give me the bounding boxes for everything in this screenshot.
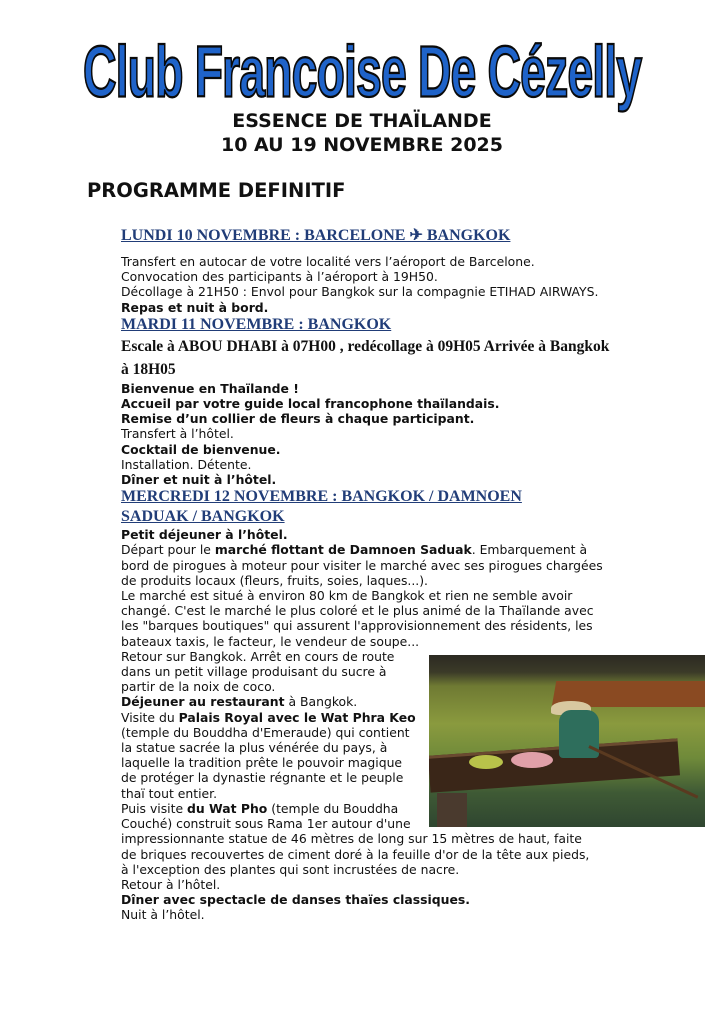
text-bold: Palais Royal avec le Wat Phra Keo — [178, 709, 416, 725]
day2-line: Installation. Détente. — [121, 456, 252, 472]
day2-line: Remise d’un collier de fleurs à chaque participant. — [121, 411, 475, 427]
text: (temple du Bouddha Couché) construit sous Rama 1er autour d'une impressionnante statue de 46 mètres de long sur 15 mètres de haut, faite de briques recouvertes de ciment doré à la feuille d'or de la tête aux pieds, à l'exception des plantes qui sont incrustées de nacre. — [121, 800, 590, 877]
day2-line: Bienvenue en Thaïlande ! — [121, 380, 299, 396]
day1-heading: LUNDI 10 NOVEMBRE : BARCELONE ✈ BANGKOK — [121, 227, 511, 244]
day3-paragraph: Retour sur Bangkok. Arrêt en cours de route dans un petit village produisant du sucre à partir de la noix de coco. — [121, 648, 395, 695]
day2-flight: Escale à ABOU DHABI à 07H00 , redécollage à 09H05 Arrivée à Bangkok à 18H05 — [121, 337, 610, 378]
text: à Bangkok. — [284, 694, 358, 710]
text-bold: du Wat Pho — [187, 800, 268, 816]
day3-text-with-photo — [121, 649, 705, 923]
day3-line: Petit déjeuner à l’hôtel. — [121, 527, 288, 543]
day2-line: Cocktail de bienvenue. — [121, 441, 281, 457]
day1-line: Convocation des participants à l’aéroport à 19H50. — [121, 269, 438, 285]
day3-line: Retour à l’hôtel. — [121, 876, 221, 892]
day3-paragraph — [121, 542, 607, 588]
program-title: PROGRAMME DEFINITIF — [87, 179, 346, 202]
day3-heading: MERCREDI 12 NOVEMBRE : BANGKOK / DAMNOEN SADUAK / BANGKOK — [121, 488, 522, 526]
day1-line: Transfert en autocar de votre localité vers l’aéroport de Barcelone. — [121, 254, 535, 269]
text: Départ pour le — [121, 542, 215, 558]
day3-line: Nuit à l’hôtel. — [121, 907, 205, 923]
floating-market-photo — [429, 655, 705, 827]
day2-heading: MARDI 11 NOVEMBRE : BANGKOK — [121, 315, 392, 333]
day2-line: Transfert à l’hôtel. — [121, 426, 234, 442]
day2-line: Dîner et nuit à l’hôtel. — [121, 472, 277, 488]
text-bold: Déjeuner au restaurant — [121, 694, 285, 710]
day2-line: Accueil par votre guide local francophone thaïlandais. — [121, 396, 500, 412]
day3-line: Dîner avec spectacle de danses thaïes classiques. — [121, 892, 470, 908]
day3-paragraph: Le marché est situé à environ 80 km de Bangkok et rien ne semble avoir changé. C'est le marché le plus coloré et le plus animé de la Thaïlande avec les "barques boutiques" qui assurent l'approvisionnement des résidents, les bateaux taxis, le facteur, le vendeur de soupe... — [121, 588, 594, 649]
text: Visite du — [121, 709, 179, 725]
day1-line: Décollage à 21H50 : Envol pour Bangkok sur la compagnie ETIHAD AIRWAYS. — [121, 284, 599, 300]
trip-dates: 10 AU 19 NOVEMBRE 2025 — [221, 134, 503, 156]
program-body — [121, 226, 705, 923]
day1-line: Repas et nuit à bord. — [121, 299, 269, 315]
text: (temple du Bouddha d'Emeraude) qui contient la statue sacrée la plus vénérée du pays, à laquelle la tradition prête le pouvoir magique de protéger la dynastie régnante et le peuple thaï tout entier. — [121, 724, 410, 801]
club-logo — [0, 30, 724, 113]
text: Puis visite — [121, 800, 188, 816]
text: . Embarquement à bord de pirogues à moteur pour visiter le marché avec ses pirogues chargées de produits locaux (fleurs, fruits, soies, laques...). — [121, 542, 603, 588]
text-bold: marché flottant de Damnoen Saduak — [214, 542, 472, 558]
logo-text: Club Francoise De Cézelly — [82, 31, 642, 113]
trip-title: ESSENCE DE THAÏLANDE — [232, 110, 492, 132]
